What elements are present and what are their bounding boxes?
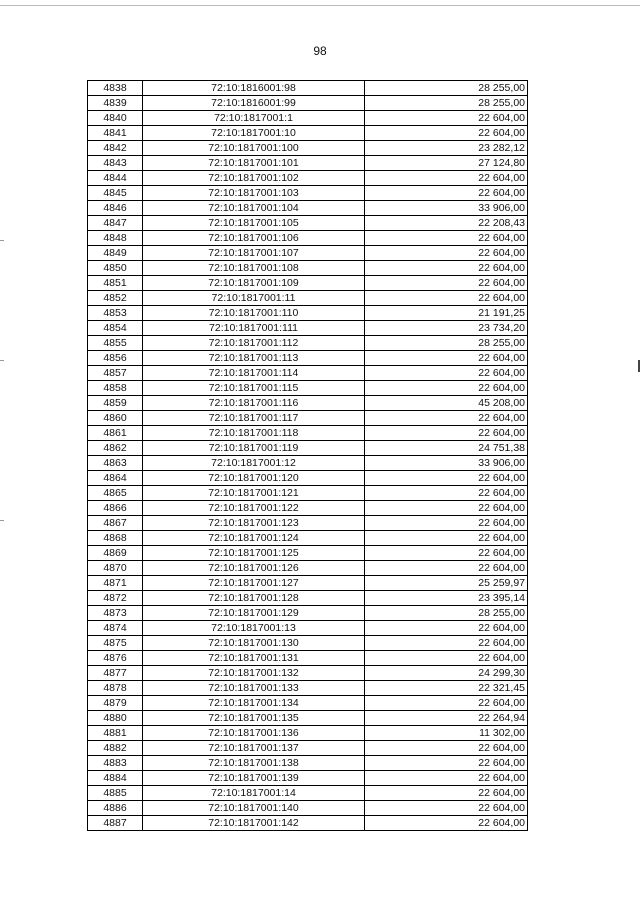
value-cell: 28 255,00 [365,81,528,96]
table-row [88,726,528,741]
value-cell: 11 302,00 [365,726,528,741]
row-number-cell: 4865 [88,486,143,501]
value-cell: 22 604,00 [365,426,528,441]
table-row [88,141,528,156]
cadastral-number-cell: 72:10:1817001:129 [143,606,365,621]
cadastral-number-cell: 72:10:1817001:109 [143,276,365,291]
value-cell: 22 604,00 [365,636,528,651]
cadastral-number-cell: 72:10:1817001:131 [143,651,365,666]
cadastral-number-cell: 72:10:1817001:137 [143,741,365,756]
cadastral-number-cell: 72:10:1816001:99 [143,96,365,111]
value-cell: 22 604,00 [365,771,528,786]
table-row [88,621,528,636]
cadastral-number-cell: 72:10:1817001:14 [143,786,365,801]
value-cell: 22 604,00 [365,531,528,546]
row-number-cell: 4866 [88,501,143,516]
value-cell: 28 255,00 [365,336,528,351]
row-number-cell: 4842 [88,141,143,156]
value-cell: 22 321,45 [365,681,528,696]
cadastral-number-cell: 72:10:1817001:122 [143,501,365,516]
table-row [88,801,528,816]
table-row [88,126,528,141]
table-row [88,441,528,456]
value-cell: 23 395,14 [365,591,528,606]
cadastral-number-cell: 72:10:1817001:126 [143,561,365,576]
cadastral-number-cell: 72:10:1816001:98 [143,81,365,96]
row-number-cell: 4841 [88,126,143,141]
cadastral-number-cell: 72:10:1817001:100 [143,141,365,156]
table-row [88,246,528,261]
value-cell: 22 604,00 [365,186,528,201]
cadastral-number-cell: 72:10:1817001:120 [143,471,365,486]
row-number-cell: 4876 [88,651,143,666]
value-cell: 24 751,38 [365,441,528,456]
table-row [88,546,528,561]
row-number-cell: 4883 [88,756,143,771]
table-row [88,786,528,801]
row-number-cell: 4872 [88,591,143,606]
value-cell: 27 124,80 [365,156,528,171]
table-row [88,186,528,201]
table-row [88,96,528,111]
row-number-cell: 4868 [88,531,143,546]
table-row [88,771,528,786]
table-row [88,411,528,426]
cadastral-number-cell: 72:10:1817001:13 [143,621,365,636]
table-row [88,321,528,336]
table-row [88,381,528,396]
value-cell: 24 299,30 [365,666,528,681]
cadastral-number-cell: 72:10:1817001:116 [143,396,365,411]
table-row [88,231,528,246]
cadastral-number-cell: 72:10:1817001:110 [143,306,365,321]
value-cell: 22 604,00 [365,411,528,426]
table-row [88,531,528,546]
table-row [88,261,528,276]
table-row [88,636,528,651]
row-number-cell: 4844 [88,171,143,186]
cadastral-number-cell: 72:10:1817001:115 [143,381,365,396]
value-cell: 22 604,00 [365,501,528,516]
cadastral-number-cell: 72:10:1817001:140 [143,801,365,816]
row-number-cell: 4880 [88,711,143,726]
value-cell: 22 604,00 [365,366,528,381]
row-number-cell: 4850 [88,261,143,276]
cadastral-number-cell: 72:10:1817001:132 [143,666,365,681]
value-cell: 22 604,00 [365,261,528,276]
cadastral-number-cell: 72:10:1817001:134 [143,696,365,711]
table-row [88,276,528,291]
cadastral-number-cell: 72:10:1817001:10 [143,126,365,141]
value-cell: 28 255,00 [365,96,528,111]
cadastral-number-cell: 72:10:1817001:1 [143,111,365,126]
value-cell: 22 604,00 [365,516,528,531]
top-edge-rule [0,5,640,6]
value-cell: 22 604,00 [365,111,528,126]
cadastral-number-cell: 72:10:1817001:124 [143,531,365,546]
cadastral-number-cell: 72:10:1817001:135 [143,711,365,726]
table-row [88,681,528,696]
table-row [88,816,528,831]
cadastral-number-cell: 72:10:1817001:105 [143,216,365,231]
value-cell: 23 282,12 [365,141,528,156]
value-cell: 22 604,00 [365,471,528,486]
row-number-cell: 4882 [88,741,143,756]
cadastral-number-cell: 72:10:1817001:130 [143,636,365,651]
cadastral-number-cell: 72:10:1817001:119 [143,441,365,456]
registry-table [87,80,528,831]
value-cell: 22 604,00 [365,276,528,291]
row-number-cell: 4881 [88,726,143,741]
cadastral-number-cell: 72:10:1817001:138 [143,756,365,771]
table-row [88,666,528,681]
cadastral-number-cell: 72:10:1817001:103 [143,186,365,201]
row-number-cell: 4863 [88,456,143,471]
row-number-cell: 4886 [88,801,143,816]
value-cell: 22 604,00 [365,486,528,501]
value-cell: 22 604,00 [365,816,528,831]
value-cell: 22 264,94 [365,711,528,726]
value-cell: 25 259,97 [365,576,528,591]
row-number-cell: 4839 [88,96,143,111]
row-number-cell: 4878 [88,681,143,696]
row-number-cell: 4847 [88,216,143,231]
table-row [88,741,528,756]
value-cell: 22 604,00 [365,291,528,306]
value-cell: 23 734,20 [365,321,528,336]
row-number-cell: 4885 [88,786,143,801]
cadastral-number-cell: 72:10:1817001:112 [143,336,365,351]
margin-mark [0,520,4,521]
row-number-cell: 4859 [88,396,143,411]
row-number-cell: 4864 [88,471,143,486]
cadastral-number-cell: 72:10:1817001:133 [143,681,365,696]
row-number-cell: 4848 [88,231,143,246]
value-cell: 22 604,00 [365,231,528,246]
row-number-cell: 4856 [88,351,143,366]
value-cell: 22 604,00 [365,126,528,141]
table-row [88,606,528,621]
cadastral-number-cell: 72:10:1817001:104 [143,201,365,216]
table-row [88,336,528,351]
table-row [88,366,528,381]
cadastral-number-cell: 72:10:1817001:12 [143,456,365,471]
table-row [88,486,528,501]
value-cell: 22 604,00 [365,651,528,666]
cadastral-number-cell: 72:10:1817001:123 [143,516,365,531]
row-number-cell: 4855 [88,336,143,351]
row-number-cell: 4867 [88,516,143,531]
row-number-cell: 4846 [88,201,143,216]
value-cell: 33 906,00 [365,201,528,216]
value-cell: 22 604,00 [365,801,528,816]
cadastral-number-cell: 72:10:1817001:102 [143,171,365,186]
table-row [88,561,528,576]
table-row [88,396,528,411]
cadastral-number-cell: 72:10:1817001:106 [143,231,365,246]
cadastral-number-cell: 72:10:1817001:113 [143,351,365,366]
row-number-cell: 4860 [88,411,143,426]
table-row [88,651,528,666]
row-number-cell: 4840 [88,111,143,126]
table-row [88,81,528,96]
cadastral-number-cell: 72:10:1817001:121 [143,486,365,501]
cadastral-number-cell: 72:10:1817001:125 [143,546,365,561]
row-number-cell: 4861 [88,426,143,441]
row-number-cell: 4843 [88,156,143,171]
row-number-cell: 4870 [88,561,143,576]
table-row [88,501,528,516]
row-number-cell: 4854 [88,321,143,336]
value-cell: 22 604,00 [365,246,528,261]
row-number-cell: 4884 [88,771,143,786]
cadastral-number-cell: 72:10:1817001:11 [143,291,365,306]
row-number-cell: 4852 [88,291,143,306]
table-row [88,456,528,471]
cadastral-number-cell: 72:10:1817001:127 [143,576,365,591]
value-cell: 22 604,00 [365,171,528,186]
value-cell: 22 604,00 [365,381,528,396]
value-cell: 22 604,00 [365,561,528,576]
cadastral-number-cell: 72:10:1817001:107 [143,246,365,261]
value-cell: 22 604,00 [365,696,528,711]
cadastral-number-cell: 72:10:1817001:117 [143,411,365,426]
table-row [88,756,528,771]
table-row [88,576,528,591]
margin-mark [0,360,4,361]
value-cell: 22 604,00 [365,786,528,801]
cadastral-number-cell: 72:10:1817001:108 [143,261,365,276]
row-number-cell: 4877 [88,666,143,681]
row-number-cell: 4874 [88,621,143,636]
row-number-cell: 4857 [88,366,143,381]
table-row [88,171,528,186]
row-number-cell: 4871 [88,576,143,591]
table-row [88,291,528,306]
value-cell: 22 604,00 [365,756,528,771]
row-number-cell: 4887 [88,816,143,831]
cadastral-number-cell: 72:10:1817001:139 [143,771,365,786]
margin-mark [0,240,4,241]
row-number-cell: 4873 [88,606,143,621]
row-number-cell: 4862 [88,441,143,456]
row-number-cell: 4845 [88,186,143,201]
value-cell: 22 208,43 [365,216,528,231]
row-number-cell: 4849 [88,246,143,261]
table-row [88,516,528,531]
table-row [88,591,528,606]
table-row [88,216,528,231]
value-cell: 28 255,00 [365,606,528,621]
value-cell: 33 906,00 [365,456,528,471]
row-number-cell: 4879 [88,696,143,711]
cadastral-number-cell: 72:10:1817001:142 [143,816,365,831]
page-number: 98 [313,44,327,58]
table-row [88,306,528,321]
table-row [88,426,528,441]
cadastral-number-cell: 72:10:1817001:101 [143,156,365,171]
table-row [88,696,528,711]
row-number-cell: 4838 [88,81,143,96]
row-number-cell: 4853 [88,306,143,321]
table-row [88,201,528,216]
table-row [88,111,528,126]
table-row [88,351,528,366]
value-cell: 22 604,00 [365,546,528,561]
cadastral-number-cell: 72:10:1817001:128 [143,591,365,606]
row-number-cell: 4875 [88,636,143,651]
cadastral-number-cell: 72:10:1817001:114 [143,366,365,381]
cadastral-number-cell: 72:10:1817001:111 [143,321,365,336]
value-cell: 45 208,00 [365,396,528,411]
row-number-cell: 4869 [88,546,143,561]
value-cell: 22 604,00 [365,621,528,636]
table-row [88,471,528,486]
row-number-cell: 4851 [88,276,143,291]
value-cell: 22 604,00 [365,741,528,756]
value-cell: 21 191,25 [365,306,528,321]
registry-table-body [88,81,528,831]
table-row [88,156,528,171]
cadastral-number-cell: 72:10:1817001:118 [143,426,365,441]
table-row [88,711,528,726]
row-number-cell: 4858 [88,381,143,396]
value-cell: 22 604,00 [365,351,528,366]
cadastral-number-cell: 72:10:1817001:136 [143,726,365,741]
